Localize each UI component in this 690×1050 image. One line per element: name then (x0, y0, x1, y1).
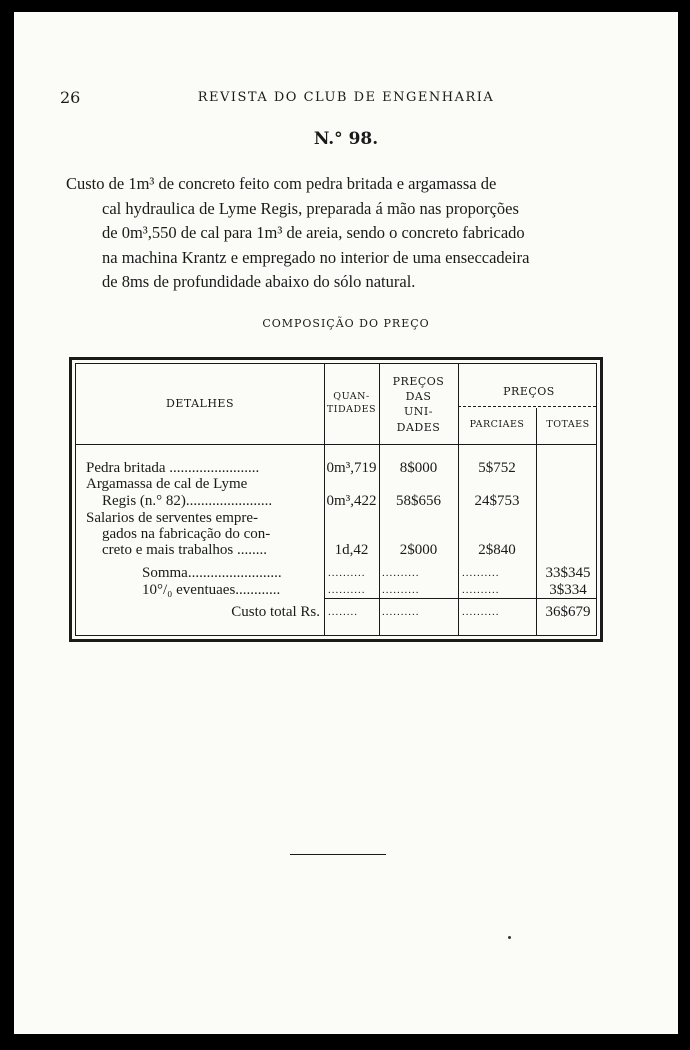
dot-leader: .......... (462, 606, 500, 618)
summary-label: 10°/₀ eventuaes............ (142, 582, 281, 598)
header-totaes: TOTAES (546, 419, 590, 430)
row-unit-price: 8$000 (399, 460, 438, 476)
header-detalhes: DETALHES (166, 397, 234, 410)
price-table (69, 357, 603, 642)
paragraph-line: Custo de 1m³ de concreto feito com pedra britada e argamassa de (66, 174, 497, 193)
row-partial: 24$753 (474, 493, 520, 509)
column-rule (536, 408, 537, 635)
summary-total: 3$334 (549, 582, 587, 598)
print-speck (508, 936, 511, 939)
dot-leader: .......... (462, 567, 500, 579)
header-precos-unidades-2: DAS (405, 390, 432, 403)
header-rule (76, 444, 596, 445)
entry-number: N.° 98. (313, 129, 379, 149)
summary-total: 36$679 (545, 604, 591, 620)
dot-leader: ........ (328, 606, 358, 618)
row-detail: Argamassa de cal de Lyme (86, 476, 248, 492)
row-detail: Regis (n.° 82)....................... (102, 493, 273, 509)
row-quantity: 1d,42 (334, 542, 369, 558)
header-precos-unidades-1: PREÇOS (392, 375, 445, 388)
row-detail: gados na fabricação do con- (102, 526, 271, 542)
summary-rule (324, 598, 596, 599)
dot-leader: .......... (382, 567, 420, 579)
paragraph-line: de 8ms de profundidade abaixo do sólo natural. (102, 272, 416, 291)
footer-rule (290, 854, 386, 855)
row-quantity: 0m³,422 (326, 493, 377, 509)
header-precos: PREÇOS (503, 385, 555, 398)
section-title: COMPOSIÇÃO DO PREÇO (262, 317, 430, 330)
row-partial: 2$840 (478, 542, 516, 558)
paragraph-line: na machina Krantz e empregado no interior de uma enseccadeira (102, 247, 530, 267)
dot-leader: .......... (382, 584, 420, 596)
precos-rule (458, 406, 596, 407)
dot-leader: .......... (328, 567, 366, 579)
row-unit-price: 58$656 (396, 493, 441, 509)
header-precos-unidades-4: DADES (396, 421, 441, 434)
header-precos-unidades-3: UNI- (404, 405, 433, 418)
summary-label: Somma......................... (142, 565, 282, 581)
dot-leader: .......... (328, 584, 366, 596)
header-quantidades-1: QUAN- (333, 391, 370, 402)
row-unit-price: 2$000 (399, 542, 438, 558)
page-number: 26 (60, 88, 81, 107)
paragraph-line: cal hydraulica de Lyme Regis, preparada á mão nas proporções (102, 198, 519, 218)
row-detail: creto e mais trabalhos ........ (102, 542, 267, 558)
row-detail: Pedra britada ........................ (86, 460, 260, 476)
header-quantidades-2: TIDADES (326, 404, 377, 415)
header-parciaes: PARCIAES (469, 419, 525, 430)
dot-leader: .......... (462, 584, 500, 596)
row-detail: Salarios de serventes empre- (86, 510, 259, 526)
dot-leader: .......... (382, 606, 420, 618)
row-partial: 5$752 (478, 460, 516, 476)
paragraph-line: de 0m³,550 de cal para 1m³ de areia, sendo o concreto fabricado (102, 223, 525, 242)
row-quantity: 0m³,719 (326, 460, 377, 476)
document-page (14, 12, 678, 1034)
description-paragraph (66, 172, 614, 295)
journal-title: REVISTA DO CLUB DE ENGENHARIA (197, 90, 495, 105)
summary-label: Custo total Rs. (231, 604, 320, 620)
summary-total: 33$345 (545, 565, 591, 581)
